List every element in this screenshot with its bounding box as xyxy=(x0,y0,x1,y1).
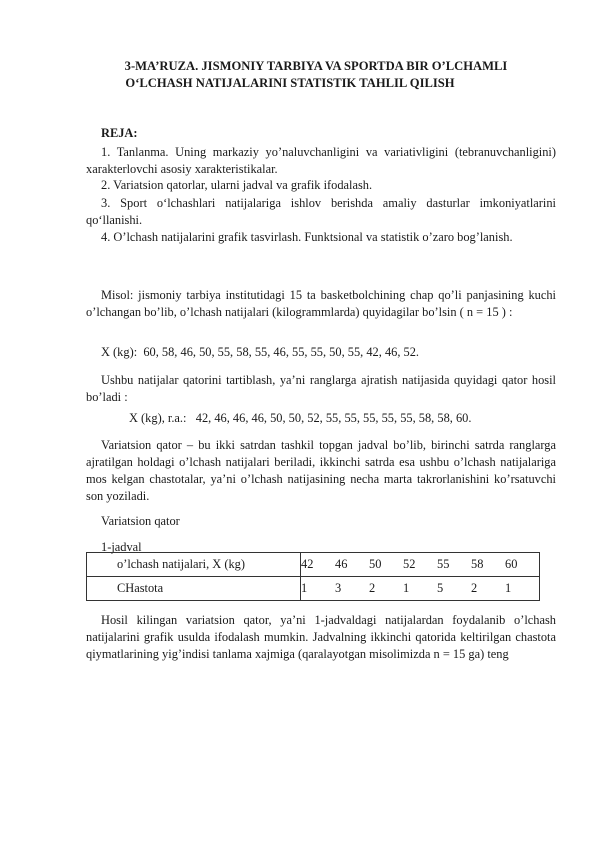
table-value: 3 xyxy=(335,581,342,595)
table-row xyxy=(87,553,540,577)
table-value: 60 xyxy=(505,557,518,571)
table-value: 58 xyxy=(471,557,484,571)
example-intro: Misol: jismoniy tarbiya institutidagi 15 ta basketbolchining chap qo’li panjasining kuchi o’lchangan bo’lib, o’lchash natijalari (kilogrammlarda) quyidagilar bo’lsin ( n = 15 ) : xyxy=(86,288,556,319)
frequency-values-cell xyxy=(301,577,540,601)
measurement-label: o’lchash natijalari, X (kg) xyxy=(87,553,301,577)
lecture-title-line-2: O‘LCHASH NATIJALARINI STATISTIK TAHLIL QILISH xyxy=(125,76,455,90)
table-value: 1 xyxy=(301,581,308,595)
table-value: 46 xyxy=(335,557,348,571)
table-value: 42 xyxy=(301,557,314,571)
table-value: 2 xyxy=(471,581,478,595)
plan-heading: REJA: xyxy=(101,126,138,140)
plan-item-4: 4. O’lchash natijalarini grafik tasvirlash. Funktsional va statistik o’zaro bog’lanish. xyxy=(101,230,513,244)
sorted-values: X (kg), r.a.: 42, 46, 46, 46, 50, 50, 52, 55, 55, 55, 55, 55, 58, 58, 60. xyxy=(129,411,472,425)
plan-item-3: 3. Sport o‘lchashlari natijalariga ishlov berishda amaliy dasturlar imkoniyatlarini qo‘llanishi. xyxy=(86,196,556,227)
table-value: 1 xyxy=(505,581,512,595)
table-caption: 1-jadval xyxy=(101,540,142,554)
table-value: 5 xyxy=(437,581,444,595)
closing-paragraph: Hosil kilingan variatsion qator, ya’ni 1-jadvaldagi natijalardan foydalanib o’lchash natijalarini grafik usulda ifodalash mumkin. Jadvalning ikkinchi qatorida keltirilgan chastota qiymatlarining yig’indisi tanlama xajmiga (qaralayotgan misolimizda n = 15 ga) teng xyxy=(86,613,556,661)
plan-item-2: 2. Variatsion qatorlar, ularni jadval va grafik ifodalash. xyxy=(101,178,373,192)
variation-series-definition: Variatsion qator – bu ikki satrdan tashkil topgan jadval bo’lib, birinchi satrda ranglarga ajratilgan holdagi o’lchash natijalari beriladi, ikkinchi satrda esa ushbu o’lchash natijalariga mos kelgan chastotalar, ya’ni o’lchash natijasining necha marta takrorlanishini ko’rsatuvchi son yoziladi. xyxy=(86,438,556,503)
sorted-intro: Ushbu natijalar qatorini tartiblash, ya’ni ranglarga ajratish natijasida quyidagi qator hosil bo’ladi : xyxy=(86,373,556,404)
variation-table xyxy=(86,552,540,601)
table-value: 52 xyxy=(403,557,416,571)
sample-values: X (kg): 60, 58, 46, 50, 55, 58, 55, 46, 55, 55, 50, 55, 42, 46, 52. xyxy=(101,345,420,359)
table-row xyxy=(87,577,540,601)
measurement-values-cell xyxy=(301,553,540,577)
lecture-title-line-1: 3-MA’RUZA. JISMONIY TARBIYA VA SPORTDA BIR O’LCHAMLI xyxy=(124,59,508,73)
frequency-label: CHastota xyxy=(87,577,301,601)
table-value: 50 xyxy=(369,557,382,571)
table-value: 55 xyxy=(437,557,450,571)
table-value: 1 xyxy=(403,581,410,595)
variation-series-label: Variatsion qator xyxy=(101,514,180,528)
plan-item-1: 1. Tanlanma. Uning markaziy yo’naluvchanligini va variativligini (tebranuvchanligini) xarakterlovchi asosiy xarakteristikalar. xyxy=(86,145,556,176)
table-value: 2 xyxy=(369,581,376,595)
